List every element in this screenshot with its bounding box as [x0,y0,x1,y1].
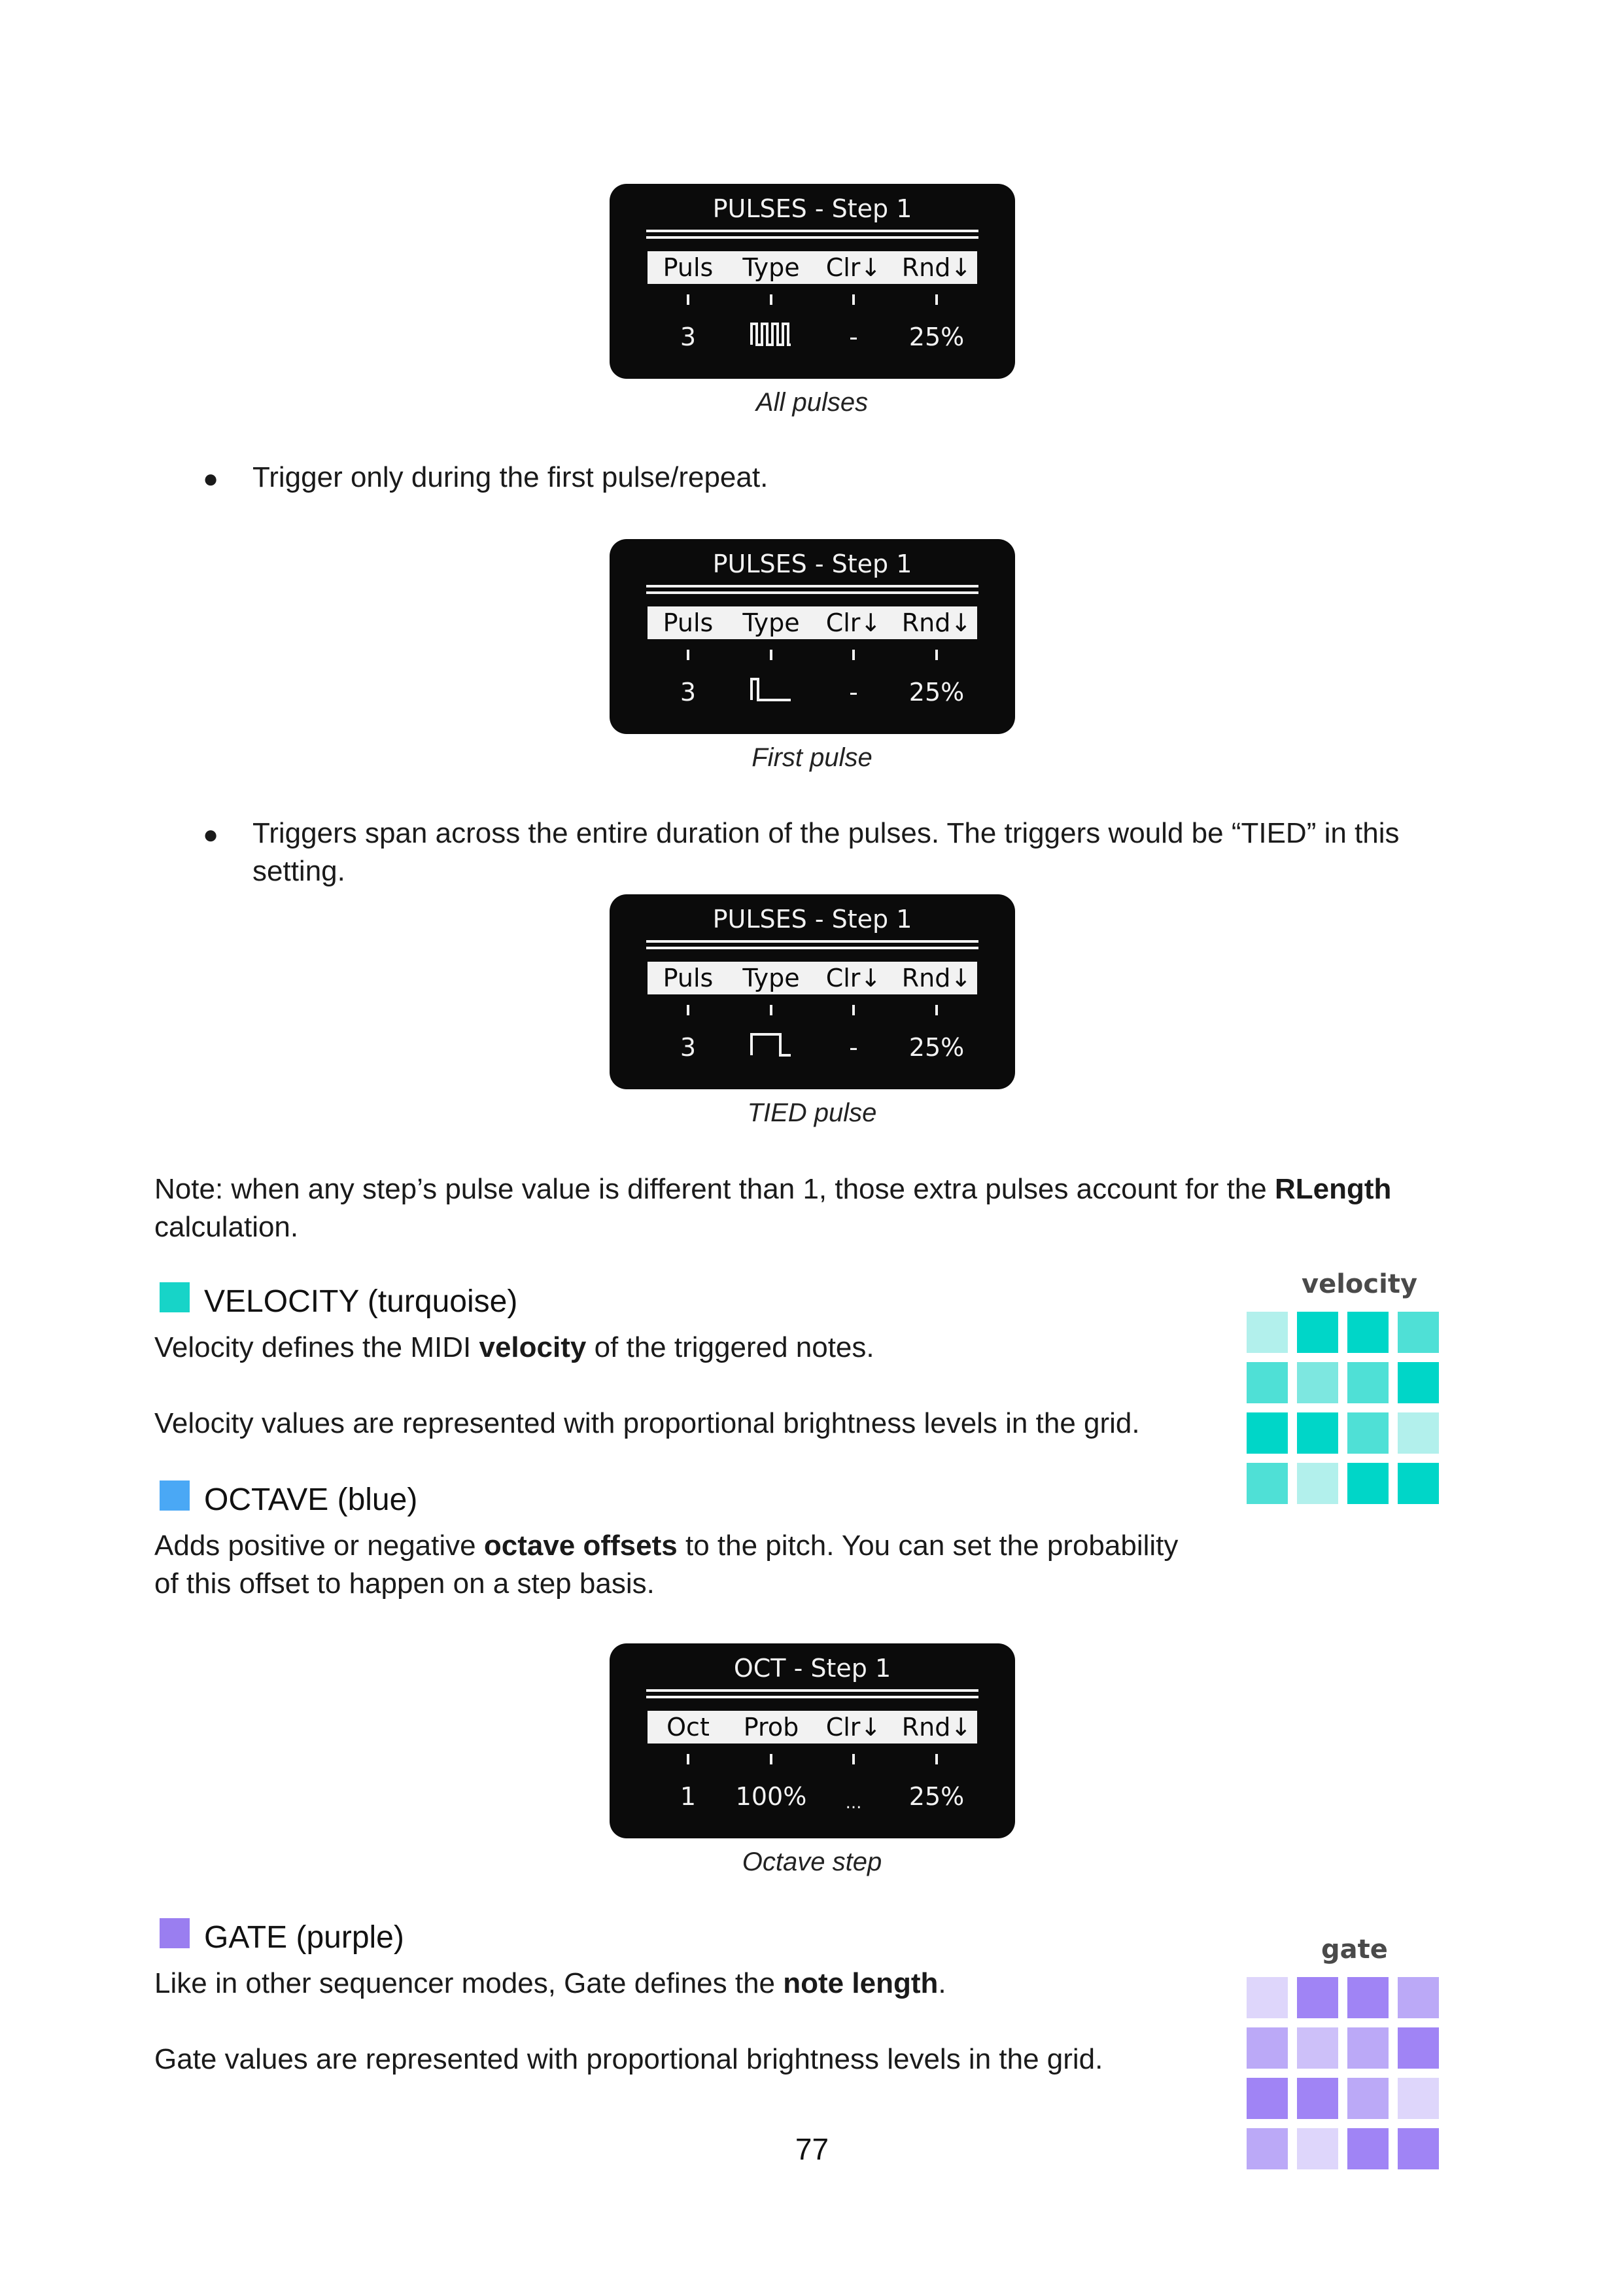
octave-text: to the pitch. You can set the probability [677,1530,1179,1562]
tick [935,1754,938,1764]
tick [687,1754,689,1764]
note-bold: RLength [1274,1173,1392,1205]
gate-text: . [938,1967,946,1999]
octave-text: Adds positive or negative [154,1530,484,1562]
grid-pad [1398,2078,1439,2119]
tick [852,1754,855,1764]
blue-swatch [160,1480,190,1511]
column-label: Type [742,964,800,992]
grid-pad [1247,1412,1288,1454]
grid-pad [1247,1463,1288,1504]
column-label: Puls [663,253,714,282]
column-label: Rnd↓ [901,964,972,992]
random-value: 25% [908,678,965,707]
purple-swatch [160,1918,190,1948]
bullet-text: Trigger only during the first pulse/repeat. [252,461,769,493]
tick [687,1005,689,1015]
column-label: Rnd↓ [901,608,972,637]
column-label: Type [742,253,800,282]
bullet-icon: ● [203,464,219,493]
tick [935,650,938,660]
column-label: Rnd↓ [901,253,972,282]
grid-pad [1247,2027,1288,2069]
tick [770,650,772,660]
grid-pad [1347,1312,1389,1353]
octave-value: 1 [680,1782,697,1811]
velocity-text: of the triggered notes. [586,1331,874,1363]
tick [687,294,689,305]
screen-title: PULSES - Step 1 [712,905,912,934]
grid-pad [1347,1412,1389,1454]
octave-heading: OCTAVE (blue) [204,1482,418,1517]
grid-pad [1247,1977,1288,2018]
tick [852,1005,855,1015]
oled-screen-all-pulses [610,184,1015,379]
screen-title: PULSES - Step 1 [712,194,912,223]
bullet-text: setting. [252,855,345,887]
grid-pad [1297,1312,1338,1353]
grid-pad [1398,1463,1439,1504]
tick [770,1754,772,1764]
random-value: 25% [908,323,965,351]
grid-pad [1347,2078,1389,2119]
page-number: 77 [795,2132,829,2166]
tick [852,650,855,660]
grid-pad [1247,1362,1288,1403]
clear-value: - [849,1033,858,1062]
tick [687,650,689,660]
pulse-value: 3 [680,678,697,707]
velocity-text: Velocity defines the MIDI [154,1331,479,1363]
divider [646,947,978,949]
grid-pad [1297,2027,1338,2069]
screen-title: OCT - Step 1 [733,1654,891,1683]
pulse-value: 3 [680,323,697,351]
grid-pad [1398,1977,1439,2018]
turquoise-swatch [160,1282,190,1312]
velocity-bold: velocity [479,1331,587,1363]
grid-pad [1297,2078,1338,2119]
gate-heading: GATE (purple) [204,1920,404,1955]
velocity-line: Velocity values are represented with proportional brightness levels in the grid. [154,1407,1140,1439]
note-line [154,1170,1391,1208]
gate-line: Gate values are represented with proportional brightness levels in the grid. [154,2043,1103,2075]
bullet-icon: ● [203,820,219,849]
octave-bold: octave offsets [483,1530,678,1562]
tick [770,294,772,305]
grid-pad [1347,1977,1389,2018]
all-pulses-wave-icon [750,321,792,347]
gate-text: Like in other sequencer modes, Gate defines the [154,1967,784,1999]
octave-line [154,1527,1227,1565]
divider [646,236,978,239]
divider [646,940,978,943]
velocity-line [154,1329,874,1367]
column-label: Clr↓ [825,1713,882,1742]
column-label: Rnd↓ [901,1713,972,1742]
column-label: Type [742,608,800,637]
tick [770,1005,772,1015]
caption-tied-pulse: TIED pulse [747,1098,877,1127]
caption-octave-step: Octave step [742,1848,882,1876]
oled-screen-tied-pulse [610,894,1015,1089]
tick [852,294,855,305]
column-label: Puls [663,608,714,637]
tick [935,294,938,305]
gate-line [154,1965,946,2003]
grid-pad [1398,1362,1439,1403]
column-label: Puls [663,964,714,992]
velocity-grid-label: velocity [1302,1269,1418,1299]
caption-first-pulse: First pulse [752,743,872,772]
grid-pad [1297,1463,1338,1504]
grid-pad [1347,2027,1389,2069]
column-label: Clr↓ [825,253,882,282]
grid-pad [1297,1977,1338,2018]
oled-screen-octave-step [610,1643,1015,1838]
grid-pad [1398,2027,1439,2069]
note-line: calculation. [154,1211,299,1243]
clear-value: - [849,678,858,707]
divider [646,230,978,232]
probability-value: 100% [735,1782,807,1811]
oled-screen-first-pulse [610,539,1015,734]
divider [646,591,978,594]
gate-bold: note length [783,1967,939,1999]
grid-pad [1247,2078,1288,2119]
note-text: Note: when any step’s pulse value is different than 1, those extra pulses account for the [154,1173,1275,1205]
divider [646,585,978,587]
grid-pad [1398,1312,1439,1353]
divider [646,1696,978,1698]
grid-pad [1347,1362,1389,1403]
random-value: 25% [908,1782,965,1811]
first-pulse-wave-icon [750,676,792,703]
gate-grid-label: gate [1321,1935,1388,1965]
tied-pulse-wave-icon [750,1032,792,1058]
tick [935,1005,938,1015]
grid-pad [1297,1412,1338,1454]
pulse-value: 3 [680,1033,697,1062]
grid-pad [1247,1312,1288,1353]
clear-value: ... [845,1793,862,1813]
velocity-heading: VELOCITY (turquoise) [204,1284,518,1319]
column-label: Clr↓ [825,608,882,637]
column-label: Oct [666,1713,710,1742]
random-value: 25% [908,1033,965,1062]
clear-value: - [849,323,858,351]
bullet-text: Triggers span across the entire duration of the pulses. The triggers would be “TIED” in this [252,817,1400,849]
octave-line: of this offset to happen on a step basis. [154,1568,655,1600]
grid-pad [1297,1362,1338,1403]
column-label: Clr↓ [825,964,882,992]
screen-title: PULSES - Step 1 [712,550,912,578]
caption-all-pulses: All pulses [755,388,869,417]
grid-pad [1347,1463,1389,1504]
divider [646,1689,978,1692]
grid-pad [1398,1412,1439,1454]
column-label: Prob [743,1713,799,1742]
